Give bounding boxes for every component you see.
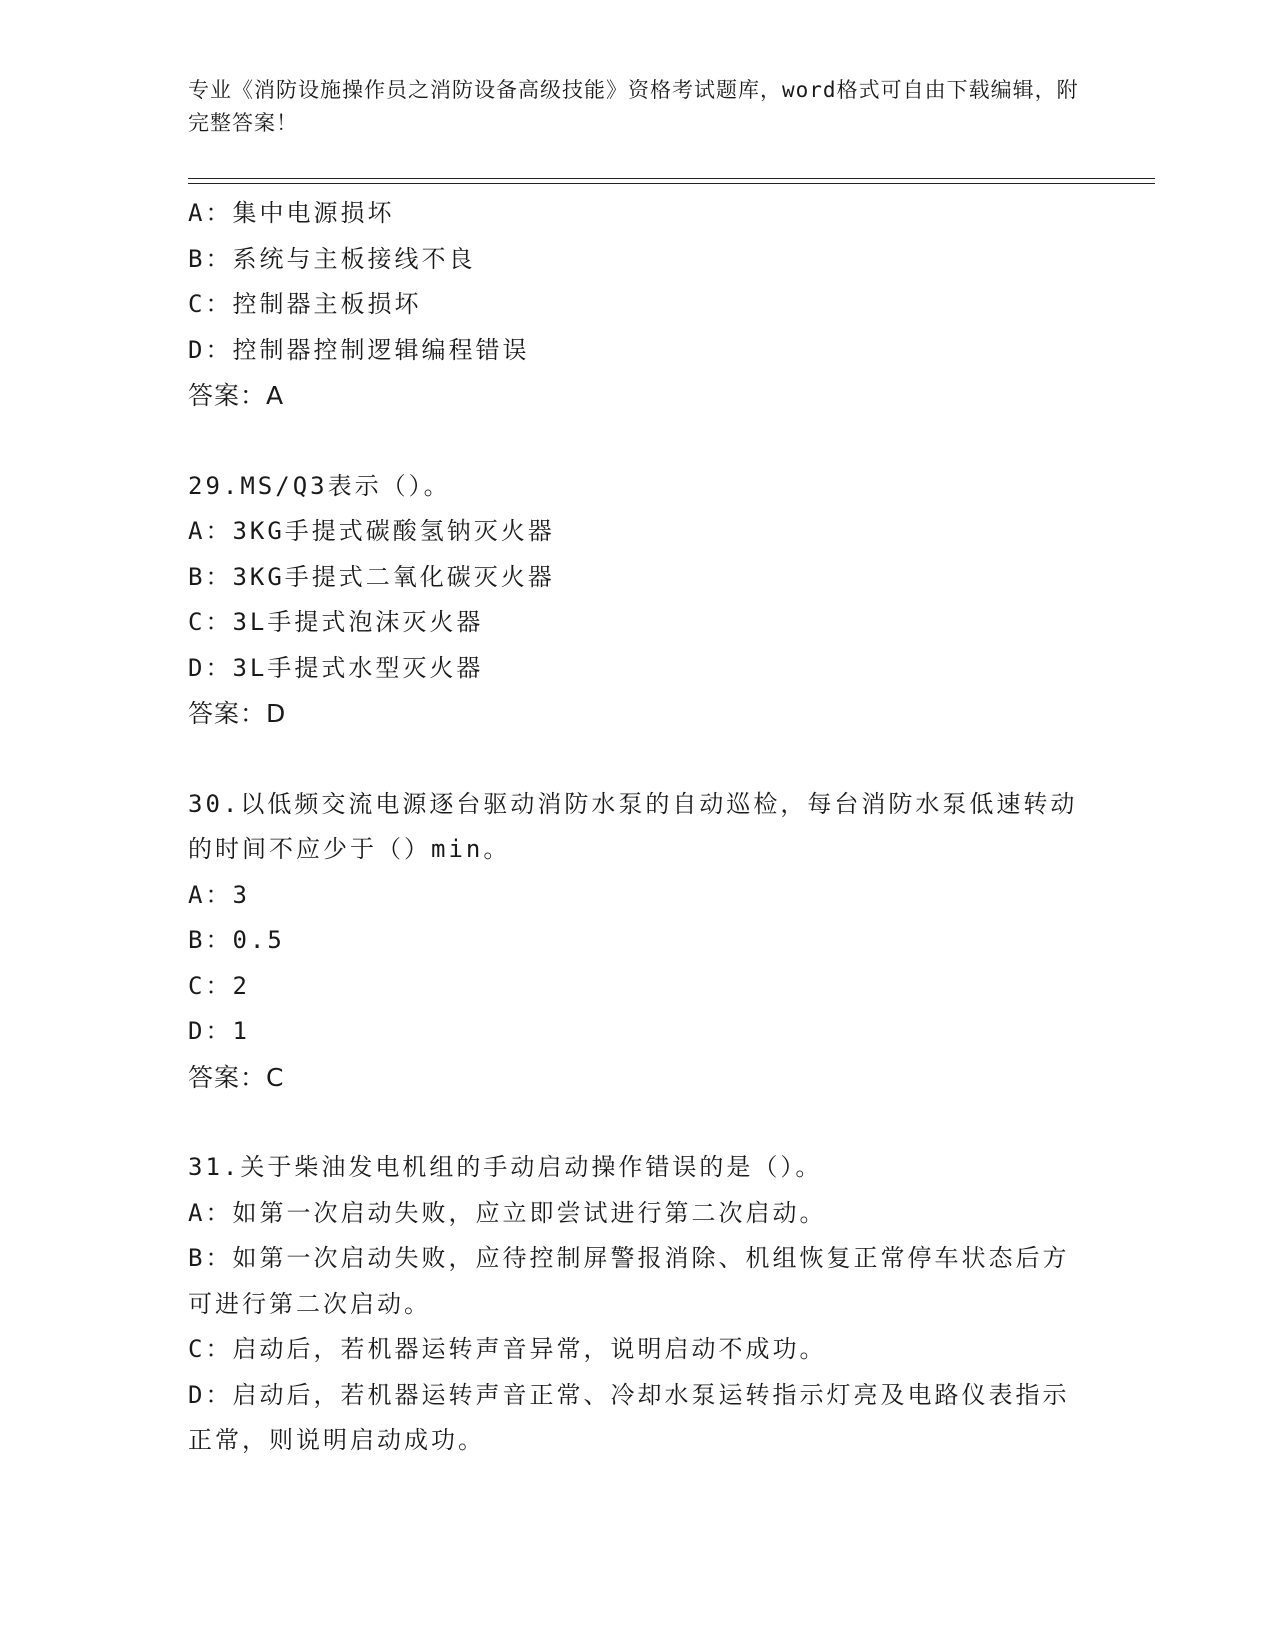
answer: 答案：A [188, 381, 285, 410]
option-b: B：0.5 [188, 926, 285, 954]
option-d: D：启动后，若机器运转声音正常、冷却水泵运转指示灯亮及电路仪表指示正常，则说明启动成功。 [188, 1380, 1070, 1454]
question-28 [188, 191, 1088, 419]
option-b: B：如第一次启动失败，应待控制屏警报消除、机组恢复正常停车状态后方可进行第二次启动。 [188, 1244, 1070, 1318]
option-b: B：系统与主板接线不良 [188, 244, 476, 273]
option-d: D：控制器控制逻辑编程错误 [188, 335, 530, 364]
option-c: C：3L手提式泡沫灭火器 [188, 608, 484, 636]
option-a: A：如第一次启动失败，应立即尝试进行第二次启动。 [188, 1198, 827, 1227]
question-31 [188, 1145, 1088, 1464]
question-30 [188, 782, 1088, 1101]
option-a: A：3 [188, 880, 250, 909]
option-a: A：集中电源损坏 [188, 199, 395, 227]
option-d: D：3L手提式水型灭火器 [188, 653, 484, 682]
answer: 答案：C [188, 1062, 285, 1092]
question-29 [188, 464, 1088, 737]
question-stem: 31.关于柴油发电机组的手动启动操作错误的是（）。 [188, 1153, 823, 1181]
question-stem: 30.以低频交流电源逐台驱动消防水泵的自动巡检，每台消防水泵低速转动的时间不应少于（）min。 [188, 789, 1078, 863]
option-c: C：2 [188, 971, 250, 1000]
option-d: D：1 [188, 1017, 250, 1045]
option-c: C：控制器主板损坏 [188, 290, 422, 318]
option-a: A：3KG手提式碳酸氢钠灭火器 [188, 517, 555, 545]
option-b: B：3KG手提式二氧化碳灭火器 [188, 562, 555, 591]
question-stem: 29.MS/Q3表示（）。 [188, 471, 451, 500]
header-divider-top [188, 178, 1155, 179]
question-list [188, 191, 1088, 1464]
header-divider-bottom [188, 183, 1155, 184]
answer: 答案：D [188, 699, 287, 728]
document-intro: 专业《消防设施操作员之消防设备高级技能》资格考试题库，word格式可自由下载编辑，附完整答案！ [188, 78, 1079, 135]
option-c: C：启动后，若机器运转声音异常，说明启动不成功。 [188, 1335, 827, 1363]
